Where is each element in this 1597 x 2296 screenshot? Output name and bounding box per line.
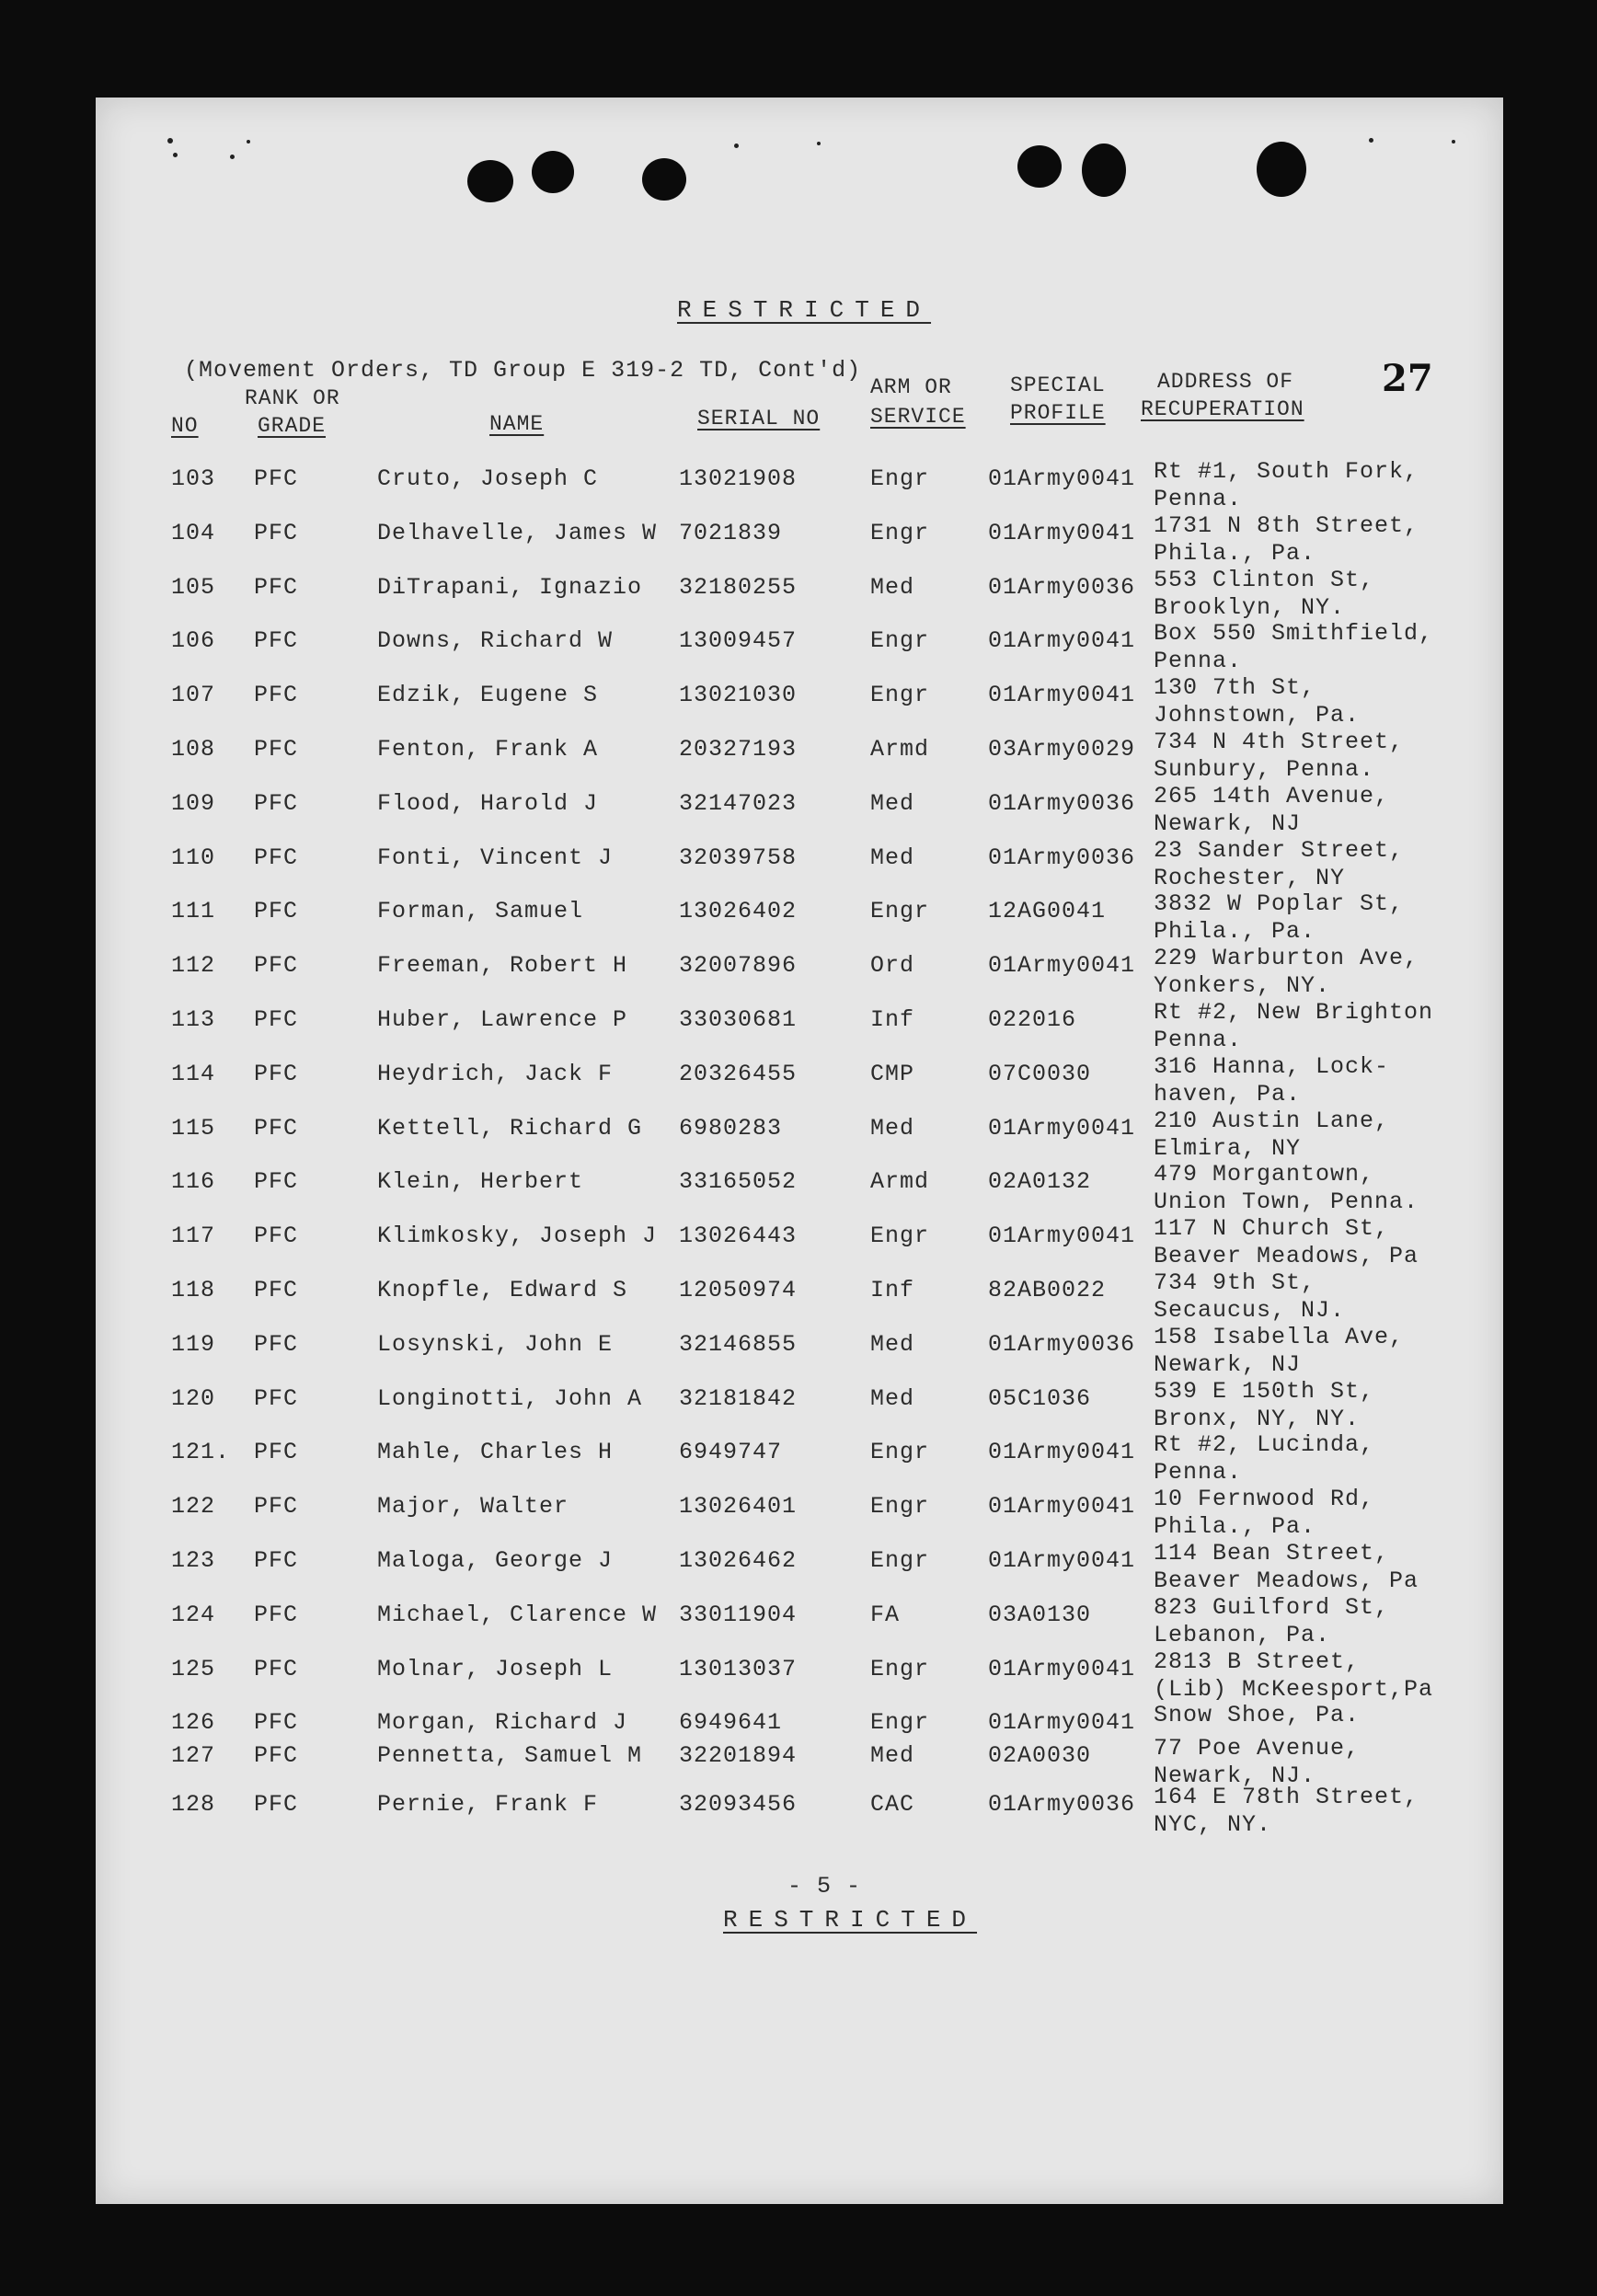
row-arm-service: Med — [870, 1114, 915, 1142]
row-rank: PFC — [254, 1114, 299, 1142]
row-name: Morgan, Richard J — [377, 1709, 628, 1737]
restricted-header: RESTRICTED — [677, 296, 932, 324]
punch-hole — [467, 160, 513, 202]
row-address-line2: Brooklyn, NY. — [1154, 593, 1346, 621]
row-rank: PFC — [254, 1006, 299, 1033]
row-name: Losynski, John E — [377, 1330, 614, 1358]
row-special-profile: 07C0030 — [988, 1060, 1092, 1087]
row-arm-service: Inf — [870, 1277, 915, 1303]
speck — [817, 142, 821, 145]
row-rank: PFC — [254, 465, 299, 492]
row-address-line2: Union Town, Penna. — [1154, 1188, 1419, 1216]
row-address-line1: Rt #2, Lucinda, — [1154, 1431, 1375, 1459]
row-address-line2: Penna. — [1154, 1459, 1243, 1487]
document-page — [96, 98, 1503, 2204]
row-special-profile: 12AG0041 — [988, 898, 1107, 925]
row-rank: PFC — [254, 898, 299, 925]
row-number: 106 — [171, 627, 216, 655]
row-number: 113 — [171, 1006, 216, 1033]
row-address-line1: 734 9th St, — [1154, 1269, 1316, 1296]
row-name: Fonti, Vincent J — [377, 844, 614, 871]
row-address-line1: Snow Shoe, Pa. — [1154, 1702, 1361, 1729]
row-serial: 32201894 — [679, 1742, 798, 1770]
row-address-line1: 114 Bean Street, — [1154, 1540, 1390, 1567]
row-name: Flood, Harold J — [377, 789, 599, 817]
row-rank: PFC — [254, 1791, 299, 1819]
row-serial: 20326455 — [679, 1060, 798, 1087]
row-rank: PFC — [254, 844, 299, 871]
row-serial: 20327193 — [679, 736, 798, 763]
row-arm-service: Engr — [870, 1547, 930, 1574]
row-special-profile: 022016 — [988, 1006, 1077, 1033]
row-number: 115 — [171, 1114, 216, 1142]
row-arm-service: Engr — [870, 519, 930, 546]
row-address-line1: 553 Clinton St, — [1154, 566, 1375, 593]
row-name: Fenton, Frank A — [377, 736, 599, 763]
speck — [173, 153, 178, 157]
row-number: 118 — [171, 1277, 216, 1303]
row-arm-service: Med — [870, 789, 915, 817]
column-header-no: NO — [171, 414, 199, 438]
column-header-address: ADDRESS OF — [1157, 370, 1294, 394]
speck — [230, 155, 235, 159]
row-serial: 13026443 — [679, 1223, 798, 1250]
row-rank: PFC — [254, 627, 299, 655]
row-special-profile: 01Army0041 — [988, 1439, 1136, 1466]
column-header-profile: PROFILE — [1010, 401, 1106, 425]
row-address-line2: Penna. — [1154, 648, 1243, 675]
row-arm-service: Engr — [870, 1709, 930, 1737]
row-special-profile: 01Army0041 — [988, 1493, 1136, 1521]
row-rank: PFC — [254, 1709, 299, 1737]
row-name: Maloga, George J — [377, 1547, 614, 1574]
row-serial: 6949641 — [679, 1709, 783, 1737]
row-rank: PFC — [254, 1384, 299, 1412]
row-special-profile: 01Army0036 — [988, 789, 1136, 817]
row-rank: PFC — [254, 1060, 299, 1087]
row-special-profile: 01Army0041 — [988, 1655, 1136, 1682]
row-special-profile: 03A0130 — [988, 1601, 1092, 1628]
punch-hole — [1017, 145, 1062, 188]
row-address-line2: Johnstown, Pa. — [1154, 702, 1361, 729]
row-special-profile: 01Army0036 — [988, 1330, 1136, 1358]
row-address-line1: 3832 W Poplar St, — [1154, 890, 1405, 918]
row-special-profile: 01Army0041 — [988, 682, 1136, 709]
row-special-profile: 01Army0036 — [988, 573, 1136, 601]
row-rank: PFC — [254, 789, 299, 817]
row-address-line2: (Lib) McKeesport,Pa — [1154, 1675, 1434, 1703]
row-name: Michael, Clarence W — [377, 1601, 658, 1628]
row-number: 125 — [171, 1655, 216, 1682]
row-address-line2: Rochester, NY — [1154, 864, 1346, 891]
row-rank: PFC — [254, 1742, 299, 1770]
row-address-line2: Penna. — [1154, 1027, 1243, 1053]
row-number: 107 — [171, 682, 216, 709]
row-address-line1: 265 14th Avenue, — [1154, 782, 1390, 809]
row-arm-service: Med — [870, 573, 915, 601]
row-rank: PFC — [254, 952, 299, 980]
row-address-line1: 130 7th St, — [1154, 674, 1316, 702]
row-name: Forman, Samuel — [377, 898, 584, 925]
column-header-name: NAME — [489, 412, 545, 436]
row-arm-service: Armd — [870, 736, 930, 763]
page-number: 27 — [1382, 357, 1433, 400]
row-name: Longinotti, John A — [377, 1384, 643, 1412]
row-arm-service: Med — [870, 1384, 915, 1412]
speck — [734, 144, 739, 148]
row-address-line1: Rt #2, New Brighton — [1154, 999, 1434, 1026]
row-arm-service: Med — [870, 1330, 915, 1358]
speck — [247, 140, 250, 144]
row-name: Molnar, Joseph L — [377, 1655, 614, 1682]
row-address-line2: Phila., Pa. — [1154, 539, 1316, 567]
row-number: 121. — [171, 1439, 231, 1466]
row-name: Edzik, Eugene S — [377, 682, 599, 709]
row-special-profile: 01Army0036 — [988, 844, 1136, 871]
row-serial: 13021030 — [679, 682, 798, 709]
row-rank: PFC — [254, 1493, 299, 1521]
row-name: Pennetta, Samuel M — [377, 1742, 643, 1770]
row-serial: 12050974 — [679, 1277, 798, 1303]
row-special-profile: 02A0030 — [988, 1742, 1092, 1770]
row-number: 128 — [171, 1791, 216, 1819]
row-special-profile: 05C1036 — [988, 1384, 1092, 1412]
row-serial: 13026402 — [679, 898, 798, 925]
row-address-line1: 229 Warburton Ave, — [1154, 945, 1419, 972]
row-address-line1: 117 N Church St, — [1154, 1215, 1390, 1243]
row-serial: 32093456 — [679, 1791, 798, 1819]
column-header-rank: RANK OR — [245, 386, 340, 410]
row-name: Kettell, Richard G — [377, 1114, 643, 1142]
row-number: 116 — [171, 1168, 216, 1196]
row-address-line2: Phila., Pa. — [1154, 918, 1316, 946]
row-serial: 32180255 — [679, 573, 798, 601]
row-number: 109 — [171, 789, 216, 817]
row-rank: PFC — [254, 519, 299, 546]
row-name: Heydrich, Jack F — [377, 1060, 614, 1087]
row-serial: 33165052 — [679, 1168, 798, 1196]
speck — [1452, 140, 1455, 144]
row-name: Cruto, Joseph C — [377, 465, 599, 492]
row-name: Knopfle, Edward S — [377, 1277, 628, 1303]
row-arm-service: Engr — [870, 898, 930, 925]
row-address-line2: Sunbury, Penna. — [1154, 756, 1375, 783]
row-number: 124 — [171, 1601, 216, 1628]
row-address-line2: Elmira, NY — [1154, 1134, 1302, 1162]
row-address-line1: Box 550 Smithfield, — [1154, 620, 1434, 648]
row-rank: PFC — [254, 1330, 299, 1358]
row-address-line1: 2813 B Street, — [1154, 1647, 1361, 1675]
row-number: 126 — [171, 1709, 216, 1737]
row-address-line2: haven, Pa. — [1154, 1080, 1302, 1108]
row-arm-service: Engr — [870, 1493, 930, 1521]
row-rank: PFC — [254, 1547, 299, 1574]
row-arm-service: Engr — [870, 1223, 930, 1250]
row-rank: PFC — [254, 1168, 299, 1196]
row-serial: 7021839 — [679, 519, 783, 546]
row-serial: 6949747 — [679, 1439, 783, 1466]
row-number: 123 — [171, 1547, 216, 1574]
row-address-line1: 316 Hanna, Lock- — [1154, 1052, 1390, 1080]
row-serial: 32146855 — [679, 1330, 798, 1358]
row-number: 103 — [171, 465, 216, 492]
row-serial: 13026401 — [679, 1493, 798, 1521]
row-name: Klein, Herbert — [377, 1168, 584, 1196]
row-special-profile: 01Army0036 — [988, 1791, 1136, 1819]
row-serial: 32039758 — [679, 844, 798, 871]
row-address-line2: Secaucus, NJ. — [1154, 1297, 1346, 1324]
punch-hole — [1257, 142, 1306, 197]
row-special-profile: 01Army0041 — [988, 1547, 1136, 1574]
page-footer-number: - 5 - — [787, 1873, 862, 1900]
row-address-line2: NYC, NY. — [1154, 1811, 1272, 1839]
row-arm-service: Engr — [870, 682, 930, 709]
row-address-line1: 10 Fernwood Rd, — [1154, 1486, 1375, 1513]
row-name: Huber, Lawrence P — [377, 1006, 628, 1033]
row-address-line2: Beaver Meadows, Pa — [1154, 1567, 1419, 1594]
row-serial: 33011904 — [679, 1601, 798, 1628]
document-subtitle: (Movement Orders, TD Group E 319-2 TD, Cont'd) — [184, 357, 862, 384]
row-serial: 32181842 — [679, 1384, 798, 1412]
row-number: 119 — [171, 1330, 216, 1358]
column-header-service: SERVICE — [870, 405, 966, 429]
row-address-line2: Phila., Pa. — [1154, 1513, 1316, 1541]
punch-hole — [532, 151, 574, 193]
row-address-line2: Newark, NJ — [1154, 809, 1302, 837]
row-special-profile: 01Army0041 — [988, 1223, 1136, 1250]
row-rank: PFC — [254, 573, 299, 601]
row-address-line1: 77 Poe Avenue, — [1154, 1735, 1361, 1762]
row-address-line1: 210 Austin Lane, — [1154, 1107, 1390, 1134]
row-special-profile: 01Army0041 — [988, 952, 1136, 980]
speck — [167, 138, 173, 144]
row-number: 117 — [171, 1223, 216, 1250]
row-rank: PFC — [254, 1277, 299, 1303]
row-arm-service: Engr — [870, 627, 930, 655]
row-address-line1: 23 Sander Street, — [1154, 836, 1405, 864]
row-arm-service: Med — [870, 844, 915, 871]
row-address-line2: Bronx, NY, NY. — [1154, 1405, 1361, 1432]
row-rank: PFC — [254, 736, 299, 763]
row-name: Klimkosky, Joseph J — [377, 1223, 658, 1250]
row-address-line1: 1731 N 8th Street, — [1154, 511, 1419, 539]
row-special-profile: 82AB0022 — [988, 1277, 1107, 1303]
row-serial: 32007896 — [679, 952, 798, 980]
column-header-grade: GRADE — [258, 414, 327, 438]
column-header-recuperation: RECUPERATION — [1141, 397, 1304, 421]
row-special-profile: 01Army0041 — [988, 465, 1136, 492]
row-rank: PFC — [254, 682, 299, 709]
row-address-line1: 158 Isabella Ave, — [1154, 1323, 1405, 1350]
row-name: DiTrapani, Ignazio — [377, 573, 643, 601]
row-number: 108 — [171, 736, 216, 763]
row-serial: 6980283 — [679, 1114, 783, 1142]
row-address-line1: 164 E 78th Street, — [1154, 1784, 1419, 1811]
row-address-line1: Rt #1, South Fork, — [1154, 458, 1419, 485]
row-address-line1: 539 E 150th St, — [1154, 1377, 1375, 1405]
row-serial: 13021908 — [679, 465, 798, 492]
row-arm-service: Armd — [870, 1168, 930, 1196]
row-arm-service: Engr — [870, 1655, 930, 1682]
row-rank: PFC — [254, 1655, 299, 1682]
row-serial: 13026462 — [679, 1547, 798, 1574]
row-address-line1: 479 Morgantown, — [1154, 1161, 1375, 1188]
column-header-serial: SERIAL NO — [697, 407, 821, 430]
row-address-line2: Penna. — [1154, 486, 1243, 512]
row-address-line1: 734 N 4th Street, — [1154, 729, 1405, 755]
row-special-profile: 02A0132 — [988, 1168, 1092, 1196]
row-special-profile: 01Army0041 — [988, 519, 1136, 546]
row-arm-service: Engr — [870, 1439, 930, 1466]
row-number: 112 — [171, 952, 216, 980]
row-rank: PFC — [254, 1439, 299, 1466]
row-arm-service: CMP — [870, 1060, 915, 1087]
row-name: Pernie, Frank F — [377, 1791, 599, 1819]
row-number: 122 — [171, 1493, 216, 1521]
speck — [1369, 138, 1373, 143]
row-name: Freeman, Robert H — [377, 952, 628, 980]
row-rank: PFC — [254, 1223, 299, 1250]
row-name: Mahle, Charles H — [377, 1439, 614, 1466]
row-number: 110 — [171, 844, 216, 871]
row-address-line2: Lebanon, Pa. — [1154, 1621, 1331, 1648]
row-special-profile: 01Army0041 — [988, 1114, 1136, 1142]
column-header-arm: ARM OR — [870, 375, 952, 399]
row-number: 120 — [171, 1384, 216, 1412]
row-arm-service: Engr — [870, 465, 930, 492]
row-number: 104 — [171, 519, 216, 546]
row-special-profile: 01Army0041 — [988, 1709, 1136, 1737]
row-name: Delhavelle, James W — [377, 519, 658, 546]
row-serial: 13009457 — [679, 627, 798, 655]
row-arm-service: Med — [870, 1742, 915, 1770]
row-special-profile: 01Army0041 — [988, 627, 1136, 655]
row-serial: 33030681 — [679, 1006, 798, 1033]
row-number: 105 — [171, 573, 216, 601]
row-address-line2: Yonkers, NY. — [1154, 972, 1331, 1000]
row-rank: PFC — [254, 1601, 299, 1628]
row-address-line2: Beaver Meadows, Pa — [1154, 1243, 1419, 1270]
row-number: 127 — [171, 1742, 216, 1770]
row-address-line2: Newark, NJ. — [1154, 1762, 1316, 1790]
restricted-footer: RESTRICTED — [723, 1906, 978, 1934]
row-name: Downs, Richard W — [377, 627, 614, 655]
row-number: 114 — [171, 1060, 216, 1087]
row-name: Major, Walter — [377, 1493, 569, 1521]
row-address-line1: 823 Guilford St, — [1154, 1593, 1390, 1621]
row-number: 111 — [171, 898, 216, 925]
punch-hole — [1082, 144, 1126, 197]
row-serial: 13013037 — [679, 1655, 798, 1682]
row-arm-service: Ord — [870, 952, 915, 980]
row-arm-service: CAC — [870, 1791, 915, 1819]
row-arm-service: Inf — [870, 1006, 915, 1033]
row-address-line2: Newark, NJ — [1154, 1350, 1302, 1378]
row-special-profile: 03Army0029 — [988, 736, 1136, 763]
punch-hole — [642, 158, 686, 201]
column-header-special: SPECIAL — [1010, 373, 1106, 397]
row-serial: 32147023 — [679, 789, 798, 817]
row-arm-service: FA — [870, 1601, 901, 1628]
